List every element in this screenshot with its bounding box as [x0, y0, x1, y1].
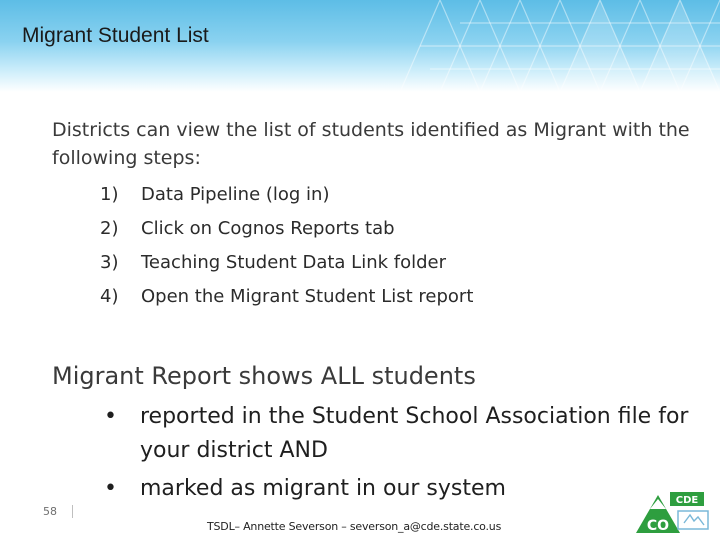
intro-text: Districts can view the list of students identified as Migrant with the following steps:: [52, 119, 690, 169]
title-bar: [0, 0, 720, 92]
step-number: 1): [100, 184, 119, 205]
triangle-pattern: [400, 0, 720, 92]
list-item: [100, 178, 473, 212]
step-text: Open the Migrant Student List report: [141, 286, 474, 307]
bullet-icon: •: [104, 476, 117, 501]
step-number: 2): [100, 218, 119, 239]
list-item: [104, 472, 700, 506]
page-number: 58: [28, 505, 73, 518]
step-number: 4): [100, 286, 119, 307]
footer-text: TSDL– Annette Severson – severson_a@cde.state.co.us: [207, 520, 502, 533]
list-item: [104, 400, 700, 468]
list-item: [100, 246, 473, 280]
bullet-icon: •: [104, 404, 117, 429]
list-item: [100, 212, 473, 246]
page-title: Migrant Student List: [22, 24, 209, 47]
step-number: 3): [100, 252, 119, 273]
logo-cde-text: CDE: [675, 495, 699, 506]
bullet-list: [104, 400, 700, 510]
bullet-text: marked as migrant in our system: [140, 476, 506, 501]
step-text: Click on Cognos Reports tab: [141, 218, 395, 239]
logo-co-text: CO: [646, 518, 670, 534]
list-item: [100, 280, 473, 314]
step-text: Teaching Student Data Link folder: [141, 252, 447, 273]
steps-list: [100, 178, 473, 314]
report-heading: Migrant Report shows ALL students: [52, 362, 476, 390]
step-text: Data Pipeline (log in): [141, 184, 330, 205]
cde-co-logo: [634, 491, 712, 535]
bullet-text: reported in the Student School Association file for your district AND: [140, 404, 689, 463]
